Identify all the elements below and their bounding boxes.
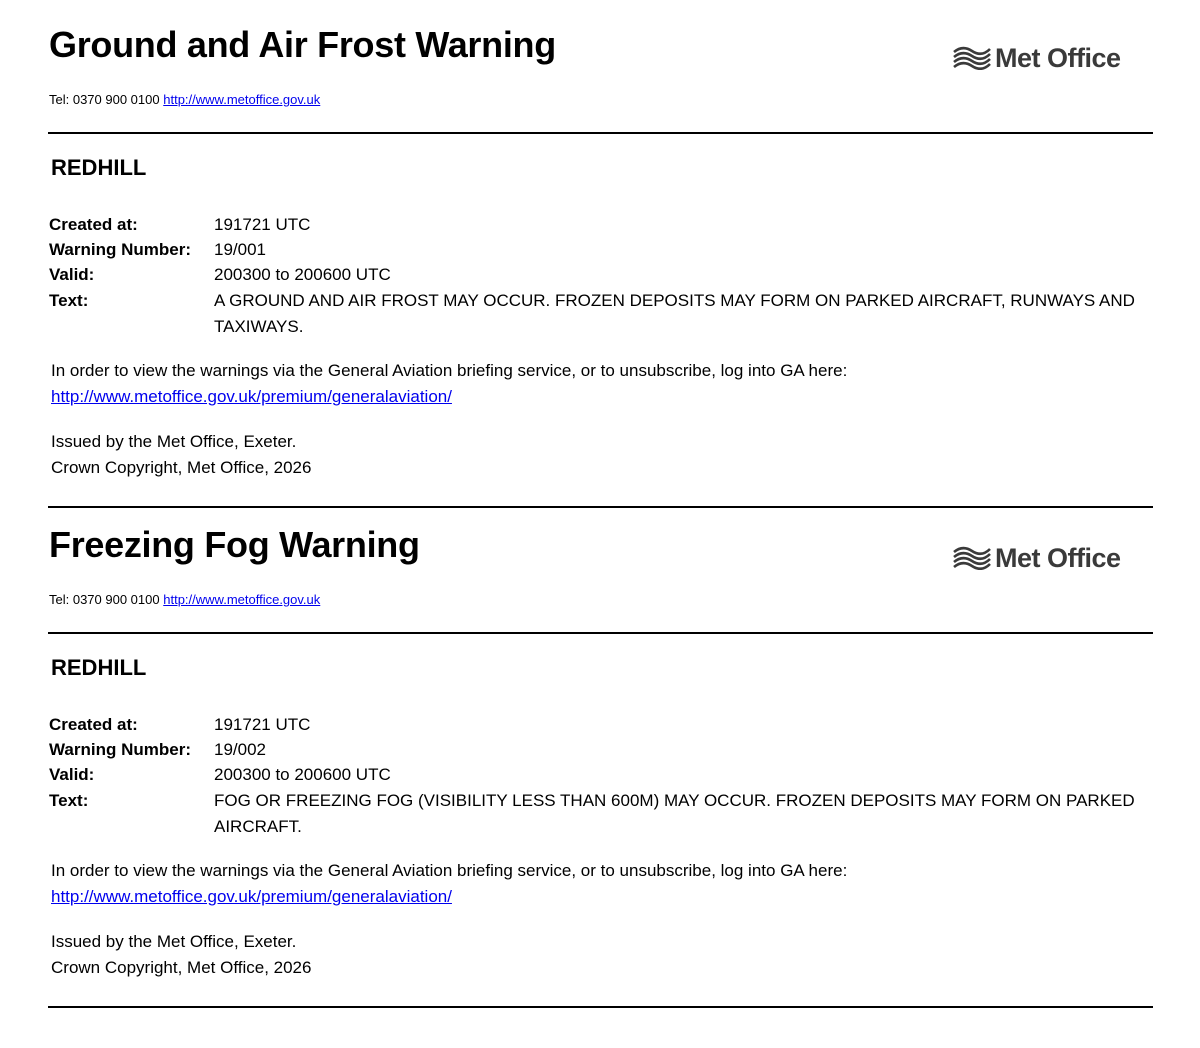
warning-number-value: 19/002 bbox=[214, 740, 266, 759]
location-heading: REDHILL bbox=[51, 155, 147, 180]
issued-by: Issued by the Met Office, Exeter. bbox=[51, 432, 297, 451]
telephone-number: Tel: 0370 900 0100 bbox=[49, 592, 160, 607]
valid-value: 200300 to 200600 UTC bbox=[214, 765, 391, 784]
issued-block bbox=[51, 929, 311, 981]
logo-wordmark: Met Office bbox=[995, 543, 1121, 573]
contact-line bbox=[49, 591, 320, 608]
ga-info bbox=[51, 358, 847, 410]
met-office-waves-icon bbox=[953, 546, 991, 570]
created-value: 191721 UTC bbox=[214, 215, 311, 234]
header-divider bbox=[48, 632, 1153, 634]
warning-number-label: Warning Number: bbox=[49, 740, 191, 759]
copyright: Crown Copyright, Met Office, 2026 bbox=[51, 458, 312, 477]
ga-info-text: In order to view the warnings via the General Aviation briefing service, or to unsubscribe, log into GA here: bbox=[51, 361, 848, 380]
met-office-waves-icon bbox=[953, 46, 991, 70]
warning-block-frost bbox=[0, 0, 1200, 500]
contact-line bbox=[49, 91, 320, 108]
warning-title: Freezing Fog Warning bbox=[49, 524, 420, 565]
valid-label: Valid: bbox=[49, 265, 95, 284]
general-aviation-link[interactable]: http://www.metoffice.gov.uk/premium/generalaviation/ bbox=[51, 887, 452, 906]
created-label: Created at: bbox=[49, 215, 138, 234]
met-office-logo bbox=[953, 542, 1121, 574]
general-aviation-link[interactable]: http://www.metoffice.gov.uk/premium/generalaviation/ bbox=[51, 387, 452, 406]
warning-title: Ground and Air Frost Warning bbox=[49, 24, 556, 65]
telephone-number: Tel: 0370 900 0100 bbox=[49, 92, 160, 107]
footer-divider bbox=[48, 1006, 1153, 1008]
warning-text: FOG OR FREEZING FOG (VISIBILITY LESS THAN 600M) MAY OCCUR. FROZEN DEPOSITS MAY FORM ON PARKED AIRCRAFT. bbox=[214, 791, 1135, 836]
created-value: 191721 UTC bbox=[214, 715, 311, 734]
copyright: Crown Copyright, Met Office, 2026 bbox=[51, 958, 312, 977]
warning-number-label: Warning Number: bbox=[49, 240, 191, 259]
valid-value: 200300 to 200600 UTC bbox=[214, 265, 391, 284]
valid-label: Valid: bbox=[49, 765, 95, 784]
ga-info bbox=[51, 858, 847, 910]
ga-info-text: In order to view the warnings via the General Aviation briefing service, or to unsubscribe, log into GA here: bbox=[51, 861, 848, 880]
met-office-logo bbox=[953, 42, 1121, 74]
warning-text: A GROUND AND AIR FROST MAY OCCUR. FROZEN DEPOSITS MAY FORM ON PARKED AIRCRAFT, RUNWAYS AND TAXIWAYS. bbox=[214, 291, 1135, 336]
location-heading: REDHILL bbox=[51, 655, 147, 680]
text-label: Text: bbox=[49, 791, 89, 810]
issued-block bbox=[51, 429, 311, 481]
warning-block-fog bbox=[0, 500, 1200, 1000]
metoffice-website-link[interactable]: http://www.metoffice.gov.uk bbox=[163, 92, 321, 107]
issued-by: Issued by the Met Office, Exeter. bbox=[51, 932, 297, 951]
warning-number-value: 19/001 bbox=[214, 240, 266, 259]
text-label: Text: bbox=[49, 291, 89, 310]
created-label: Created at: bbox=[49, 715, 138, 734]
logo-wordmark: Met Office bbox=[995, 43, 1121, 73]
header-divider bbox=[48, 132, 1153, 134]
metoffice-website-link[interactable]: http://www.metoffice.gov.uk bbox=[163, 592, 321, 607]
